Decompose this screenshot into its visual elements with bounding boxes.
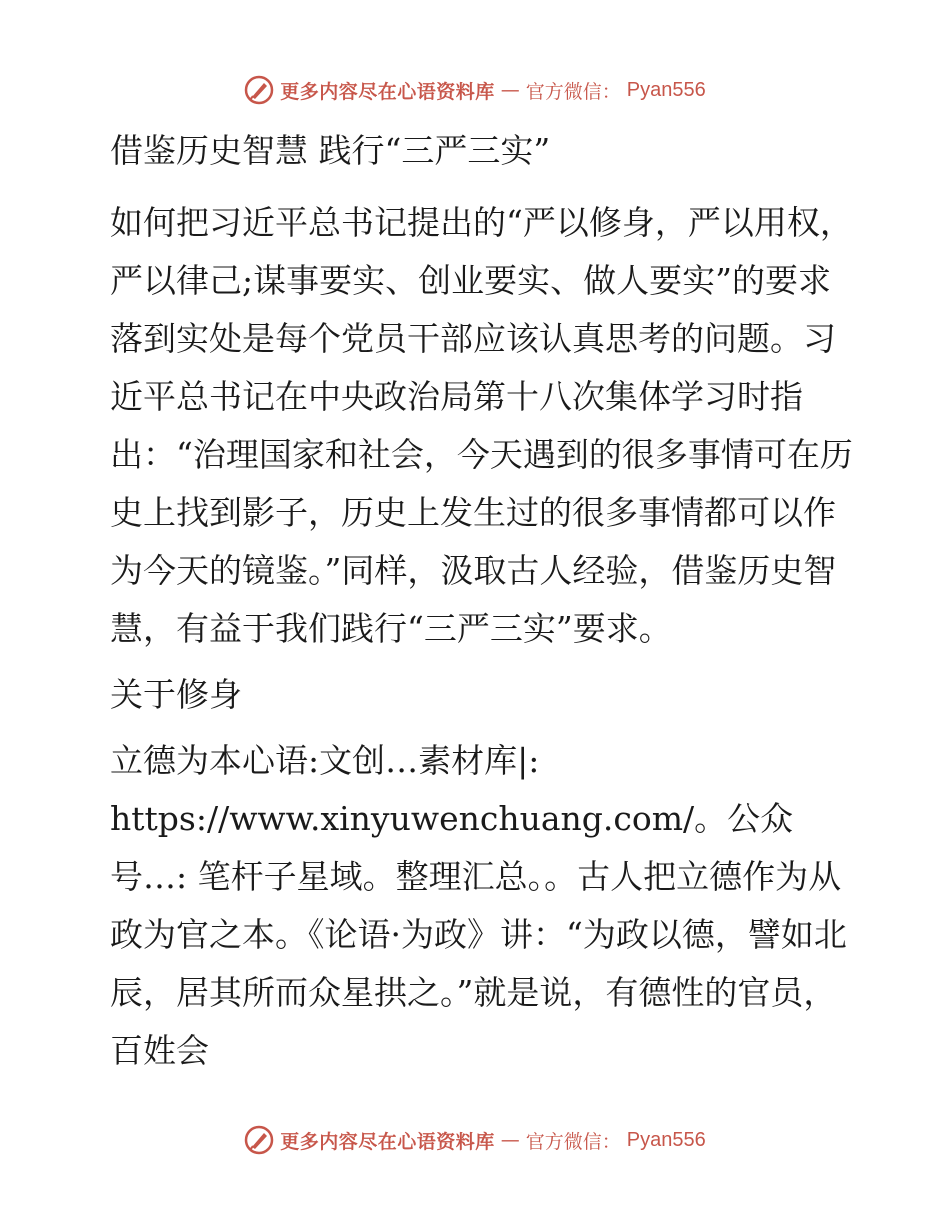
- header-watermark-banner: [0, 70, 950, 110]
- section-heading-self-cultivation: 关于修身: [110, 675, 242, 714]
- quill-logo-icon: [244, 1125, 274, 1155]
- paragraph-self-cultivation: 立德为本心语:文创…素材库|: https://www.xinyuwenchuang.com/。公众号…: 笔杆子星域。整理汇总。。古人把立德作为从政为官之本。《论语·为政》讲：“为政以德，譬如北辰，居其所而众星拱之。”就是说，有德性的官员，百姓会: [110, 741, 847, 1070]
- quill-logo-icon: [244, 75, 274, 105]
- banner-wechat-id: Pyan556: [626, 1128, 706, 1151]
- banner-text: 更多内容尽在心语资料库: [280, 1130, 495, 1153]
- banner-text: 更多内容尽在心语资料库: [280, 80, 495, 103]
- banner-separator: —: [500, 79, 520, 101]
- banner-separator: —: [500, 1129, 520, 1151]
- banner-official-label: 官方微信：: [525, 80, 621, 103]
- banner-official-label: 官方微信：: [525, 1130, 621, 1153]
- paragraph-intro: 如何把习近平总书记提出的“严以修身，严以用权，严以律己;谋事要实、创业要实、做人要实”的要求落到实处是每个党员干部应该认真思考的问题。习近平总书记在中央政治局第十八次集体学习时指出：“治理国家和社会，今天遇到的很多事情可在历史上找到影子，历史上发生过的很多事情都可以作为今天的镜鉴。”同样，汲取古人经验，借鉴历史智慧，有益于我们践行“三严三实”要求。: [110, 203, 853, 648]
- document-body: [98, 122, 858, 1088]
- banner-wechat-id: Pyan556: [626, 78, 706, 101]
- document-title: 借鉴历史智慧 践行“三严三实”: [110, 131, 551, 170]
- footer-watermark-banner: [0, 1120, 950, 1160]
